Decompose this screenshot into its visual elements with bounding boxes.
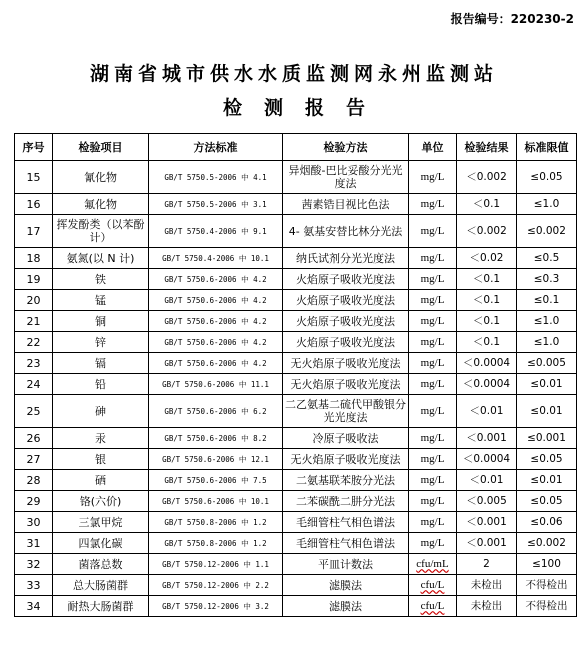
cell-method: 滤膜法 xyxy=(283,596,409,617)
cell-item: 镉 xyxy=(53,353,149,374)
cell-result: ＜0.02 xyxy=(457,248,517,269)
table-row xyxy=(15,269,577,290)
cell-item: 砷 xyxy=(53,395,149,428)
cell-result: ＜0.001 xyxy=(457,512,517,533)
cell-method: 毛细管柱气相色谱法 xyxy=(283,512,409,533)
cell-standard: GB/T 5750.4-2006 中 10.1 xyxy=(149,248,283,269)
cell-item: 氰化物 xyxy=(53,161,149,194)
table-row xyxy=(15,395,577,428)
cell-item: 三氯甲烷 xyxy=(53,512,149,533)
table-row xyxy=(15,353,577,374)
cell-item: 汞 xyxy=(53,428,149,449)
cell-no: 32 xyxy=(15,554,53,575)
table-row xyxy=(15,470,577,491)
table-row xyxy=(15,194,577,215)
report-title: 检测报告 xyxy=(222,97,387,119)
table-row xyxy=(15,533,577,554)
cell-limit: ≤0.001 xyxy=(517,428,577,449)
table-row xyxy=(15,491,577,512)
cell-standard: GB/T 5750.12-2006 中 3.2 xyxy=(149,596,283,617)
cell-unit: mg/L xyxy=(409,428,457,449)
cell-result: 未检出 xyxy=(457,596,517,617)
cell-item: 铅 xyxy=(53,374,149,395)
table-row xyxy=(15,428,577,449)
cell-limit: ≤0.01 xyxy=(517,374,577,395)
cell-method: 毛细管柱气相色谱法 xyxy=(283,533,409,554)
unit-text: cfu/mL xyxy=(416,557,449,570)
cell-unit: mg/L xyxy=(409,512,457,533)
cell-unit: mg/L xyxy=(409,395,457,428)
table-row xyxy=(15,215,577,248)
cell-item: 氟化物 xyxy=(53,194,149,215)
cell-method: 平皿计数法 xyxy=(283,554,409,575)
report-title-org: 湖南省城市供水水质监测网永州监测站 xyxy=(89,63,498,85)
header-standard: 方法标准 xyxy=(149,134,283,161)
cell-result: ＜0.001 xyxy=(457,533,517,554)
cell-unit xyxy=(409,596,457,617)
cell-result: ＜0.0004 xyxy=(457,449,517,470)
cell-unit xyxy=(409,575,457,596)
cell-limit: ≤1.0 xyxy=(517,311,577,332)
cell-limit: ≤0.1 xyxy=(517,290,577,311)
cell-item: 铜 xyxy=(53,311,149,332)
cell-item: 四氯化碳 xyxy=(53,533,149,554)
cell-standard: GB/T 5750.6-2006 中 7.5 xyxy=(149,470,283,491)
cell-item: 锌 xyxy=(53,332,149,353)
table-row xyxy=(15,596,577,617)
cell-limit: ≤0.002 xyxy=(517,533,577,554)
cell-unit: mg/L xyxy=(409,269,457,290)
cell-no: 16 xyxy=(15,194,53,215)
cell-unit: mg/L xyxy=(409,311,457,332)
cell-unit: mg/L xyxy=(409,374,457,395)
cell-no: 26 xyxy=(15,428,53,449)
cell-standard: GB/T 5750.5-2006 中 4.1 xyxy=(149,161,283,194)
cell-result: ＜0.1 xyxy=(457,332,517,353)
cell-standard: GB/T 5750.6-2006 中 12.1 xyxy=(149,449,283,470)
cell-standard: GB/T 5750.8-2006 中 1.2 xyxy=(149,533,283,554)
cell-limit: 不得检出 xyxy=(517,575,577,596)
cell-result: ＜0.1 xyxy=(457,194,517,215)
cell-unit xyxy=(409,554,457,575)
cell-limit: ≤1.0 xyxy=(517,332,577,353)
cell-item: 银 xyxy=(53,449,149,470)
cell-unit: mg/L xyxy=(409,215,457,248)
cell-result: ＜0.1 xyxy=(457,290,517,311)
cell-result: ＜0.002 xyxy=(457,161,517,194)
cell-method: 无火焰原子吸收光度法 xyxy=(283,353,409,374)
cell-method: 茜素锆目视比色法 xyxy=(283,194,409,215)
cell-standard: GB/T 5750.4-2006 中 9.1 xyxy=(149,215,283,248)
cell-standard: GB/T 5750.8-2006 中 1.2 xyxy=(149,512,283,533)
cell-no: 27 xyxy=(15,449,53,470)
cell-unit: mg/L xyxy=(409,491,457,512)
cell-item: 菌落总数 xyxy=(53,554,149,575)
cell-result: ＜0.0004 xyxy=(457,353,517,374)
cell-no: 22 xyxy=(15,332,53,353)
cell-item: 挥发酚类（以苯酚计） xyxy=(53,215,149,248)
cell-standard: GB/T 5750.5-2006 中 3.1 xyxy=(149,194,283,215)
cell-no: 28 xyxy=(15,470,53,491)
cell-unit: mg/L xyxy=(409,533,457,554)
cell-no: 30 xyxy=(15,512,53,533)
cell-unit: mg/L xyxy=(409,353,457,374)
cell-item: 总大肠菌群 xyxy=(53,575,149,596)
cell-no: 31 xyxy=(15,533,53,554)
cell-no: 34 xyxy=(15,596,53,617)
header-unit: 单位 xyxy=(409,134,457,161)
table-row xyxy=(15,374,577,395)
cell-standard: GB/T 5750.6-2006 中 4.2 xyxy=(149,290,283,311)
cell-method: 二氨基联苯胺分光法 xyxy=(283,470,409,491)
cell-result: ＜0.01 xyxy=(457,395,517,428)
cell-no: 20 xyxy=(15,290,53,311)
table-row xyxy=(15,332,577,353)
cell-standard: GB/T 5750.6-2006 中 8.2 xyxy=(149,428,283,449)
cell-standard: GB/T 5750.12-2006 中 2.2 xyxy=(149,575,283,596)
cell-method: 火焰原子吸收光度法 xyxy=(283,269,409,290)
cell-limit: ≤100 xyxy=(517,554,577,575)
cell-unit: mg/L xyxy=(409,470,457,491)
cell-item: 耐热大肠菌群 xyxy=(53,596,149,617)
header-method: 检验方法 xyxy=(283,134,409,161)
cell-method: 火焰原子吸收光度法 xyxy=(283,332,409,353)
cell-unit: mg/L xyxy=(409,248,457,269)
cell-method: 滤膜法 xyxy=(283,575,409,596)
cell-method: 4- 氨基安替比林分光法 xyxy=(283,215,409,248)
table-row xyxy=(15,554,577,575)
cell-no: 17 xyxy=(15,215,53,248)
table-row xyxy=(15,248,577,269)
cell-result: ＜0.1 xyxy=(457,269,517,290)
cell-method: 冷原子吸收法 xyxy=(283,428,409,449)
cell-method: 异烟酸-巴比妥酸分光光度法 xyxy=(283,161,409,194)
table-row xyxy=(15,311,577,332)
cell-no: 23 xyxy=(15,353,53,374)
cell-limit: ≤0.005 xyxy=(517,353,577,374)
cell-limit: ≤0.05 xyxy=(517,449,577,470)
table-row xyxy=(15,575,577,596)
cell-no: 24 xyxy=(15,374,53,395)
cell-result: ＜0.1 xyxy=(457,311,517,332)
cell-result: ＜0.01 xyxy=(457,470,517,491)
cell-result: ＜0.005 xyxy=(457,491,517,512)
table-row xyxy=(15,290,577,311)
cell-no: 21 xyxy=(15,311,53,332)
header-item: 检验项目 xyxy=(53,134,149,161)
cell-item: 铬(六价) xyxy=(53,491,149,512)
cell-standard: GB/T 5750.6-2006 中 4.2 xyxy=(149,269,283,290)
cell-result: ＜0.0004 xyxy=(457,374,517,395)
unit-text: cfu/L xyxy=(420,578,445,591)
test-results-table xyxy=(14,133,577,617)
unit-text: cfu/L xyxy=(420,599,445,612)
cell-item: 氨氮(以 N 计) xyxy=(53,248,149,269)
cell-result: 未检出 xyxy=(457,575,517,596)
cell-no: 29 xyxy=(15,491,53,512)
cell-limit: ≤0.05 xyxy=(517,161,577,194)
header-no: 序号 xyxy=(15,134,53,161)
cell-no: 15 xyxy=(15,161,53,194)
cell-no: 33 xyxy=(15,575,53,596)
cell-unit: mg/L xyxy=(409,290,457,311)
cell-method: 二苯碳酰二肼分光法 xyxy=(283,491,409,512)
cell-result: 2 xyxy=(457,554,517,575)
cell-unit: mg/L xyxy=(409,449,457,470)
cell-standard: GB/T 5750.6-2006 中 4.2 xyxy=(149,311,283,332)
header-limit: 标准限值 xyxy=(517,134,577,161)
cell-item: 硒 xyxy=(53,470,149,491)
cell-method: 无火焰原子吸收光度法 xyxy=(283,449,409,470)
cell-limit: ≤0.01 xyxy=(517,395,577,428)
table-row xyxy=(15,449,577,470)
cell-result: ＜0.001 xyxy=(457,428,517,449)
cell-standard: GB/T 5750.6-2006 中 4.2 xyxy=(149,332,283,353)
cell-limit: ≤0.05 xyxy=(517,491,577,512)
cell-item: 铁 xyxy=(53,269,149,290)
cell-method: 纳氏试剂分光光度法 xyxy=(283,248,409,269)
table-row xyxy=(15,512,577,533)
cell-method: 无火焰原子吸收光度法 xyxy=(283,374,409,395)
table-row xyxy=(15,161,577,194)
cell-limit: ≤0.3 xyxy=(517,269,577,290)
cell-no: 19 xyxy=(15,269,53,290)
cell-limit: 不得检出 xyxy=(517,596,577,617)
cell-limit: ≤0.002 xyxy=(517,215,577,248)
cell-method: 二乙氨基二硫代甲酸银分光光度法 xyxy=(283,395,409,428)
table-header-row xyxy=(15,134,577,161)
cell-no: 25 xyxy=(15,395,53,428)
report-number: 报告编号：220230-2 xyxy=(450,12,574,26)
header-result: 检验结果 xyxy=(457,134,517,161)
cell-standard: GB/T 5750.6-2006 中 6.2 xyxy=(149,395,283,428)
cell-item: 锰 xyxy=(53,290,149,311)
cell-unit: mg/L xyxy=(409,194,457,215)
cell-method: 火焰原子吸收光度法 xyxy=(283,311,409,332)
cell-unit: mg/L xyxy=(409,332,457,353)
cell-standard: GB/T 5750.6-2006 中 10.1 xyxy=(149,491,283,512)
cell-result: ＜0.002 xyxy=(457,215,517,248)
cell-unit: mg/L xyxy=(409,161,457,194)
cell-limit: ≤0.06 xyxy=(517,512,577,533)
cell-standard: GB/T 5750.6-2006 中 11.1 xyxy=(149,374,283,395)
cell-limit: ≤0.01 xyxy=(517,470,577,491)
cell-standard: GB/T 5750.6-2006 中 4.2 xyxy=(149,353,283,374)
cell-limit: ≤1.0 xyxy=(517,194,577,215)
cell-limit: ≤0.5 xyxy=(517,248,577,269)
cell-no: 18 xyxy=(15,248,53,269)
cell-standard: GB/T 5750.12-2006 中 1.1 xyxy=(149,554,283,575)
cell-method: 火焰原子吸收光度法 xyxy=(283,290,409,311)
